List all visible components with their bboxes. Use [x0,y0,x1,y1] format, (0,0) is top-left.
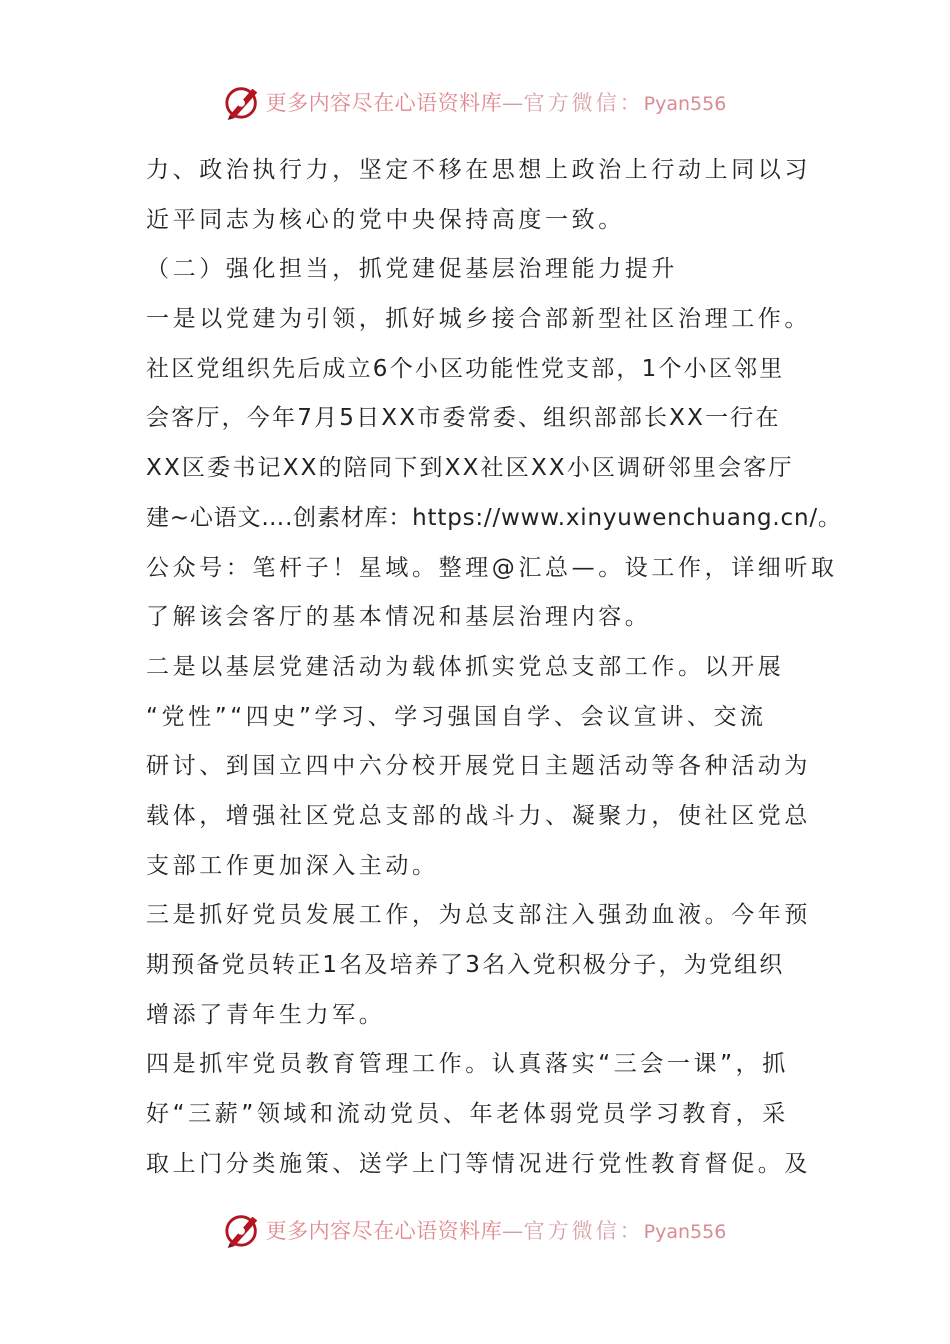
body-line: 研讨、到国立四中六分校开展党日主题活动等各种活动为 [146,753,811,780]
banner-dash: — [502,91,524,115]
banner-brand: 更多内容尽在心语资料库 [265,1219,503,1243]
body-line: XX区委书记XX的陪同下到XX社区XX小区调研邻里会客厅 [146,455,794,482]
body-line: 社区党组织先后成立6个小区功能性党支部，1个小区邻里 [146,355,785,382]
banner-wechat-id: Pyan556 [643,1221,727,1243]
document-body [146,146,842,1189]
body-line: 会客厅，今年7月5日XX市委常委、组织部部长XX一行在 [146,405,781,432]
banner-wechat-id: Pyan556 [643,93,727,115]
footer-banner [0,1208,950,1252]
body-line: 取上门分类施策、送学上门等情况进行党性教育督促。及 [146,1150,811,1177]
pen-logo-icon [224,83,262,121]
body-line: 好“三薪”领域和流动党员、年老体弱党员学习教育，采 [146,1101,789,1128]
banner-brand: 更多内容尽在心语资料库 [265,91,503,115]
body-line: 力、政治执行力，坚定不移在思想上政治上行动上同以习 [146,157,811,183]
banner-wechat-label: 官方微信： [523,91,644,115]
body-line: 了解该会客厅的基本情况和基层治理内容。 [146,604,652,631]
banner-wechat-label: 官方微信： [523,1219,644,1243]
body-line: 建~心语文….创素材库：https://www.xinyuwenchuang.cn/。 [146,504,842,531]
body-line: 一是以党建为引领，抓好城乡接合部新型社区治理工作。 [146,306,811,333]
banner-text [266,87,727,117]
body-line: 近平同志为核心的党中央保持高度一致。 [146,206,625,233]
body-line: 载体，增强社区党总支部的战斗力、凝聚力，使社区党总 [146,802,811,829]
body-line: 公众号：笔杆子！星域。整理@汇总—。设工作，详细听取 [146,554,838,581]
body-line: 二是以基层党建活动为载体抓实党总支部工作。以开展 [146,653,785,680]
banner-dash: — [502,1219,524,1243]
header-banner [0,80,950,124]
body-line: “党性”“四史”学习、学习强国自学、会议宣讲、交流 [146,703,767,730]
body-line: 增添了青年生力军。 [146,1001,386,1028]
banner-text [266,1215,727,1245]
body-line: 三是抓好党员发展工作，为总支部注入强劲血液。今年预 [146,902,811,929]
body-line: 期预备党员转正1名及培养了3名入党积极分子，为党组织 [146,952,785,978]
body-line: 四是抓牢党员教育管理工作。认真落实“三会一课”，抓 [146,1051,789,1078]
section-heading: （二）强化担当，抓党建促基层治理能力提升 [146,256,678,283]
pen-logo-icon [224,1211,262,1249]
body-line: 支部工作更加深入主动。 [146,852,439,879]
